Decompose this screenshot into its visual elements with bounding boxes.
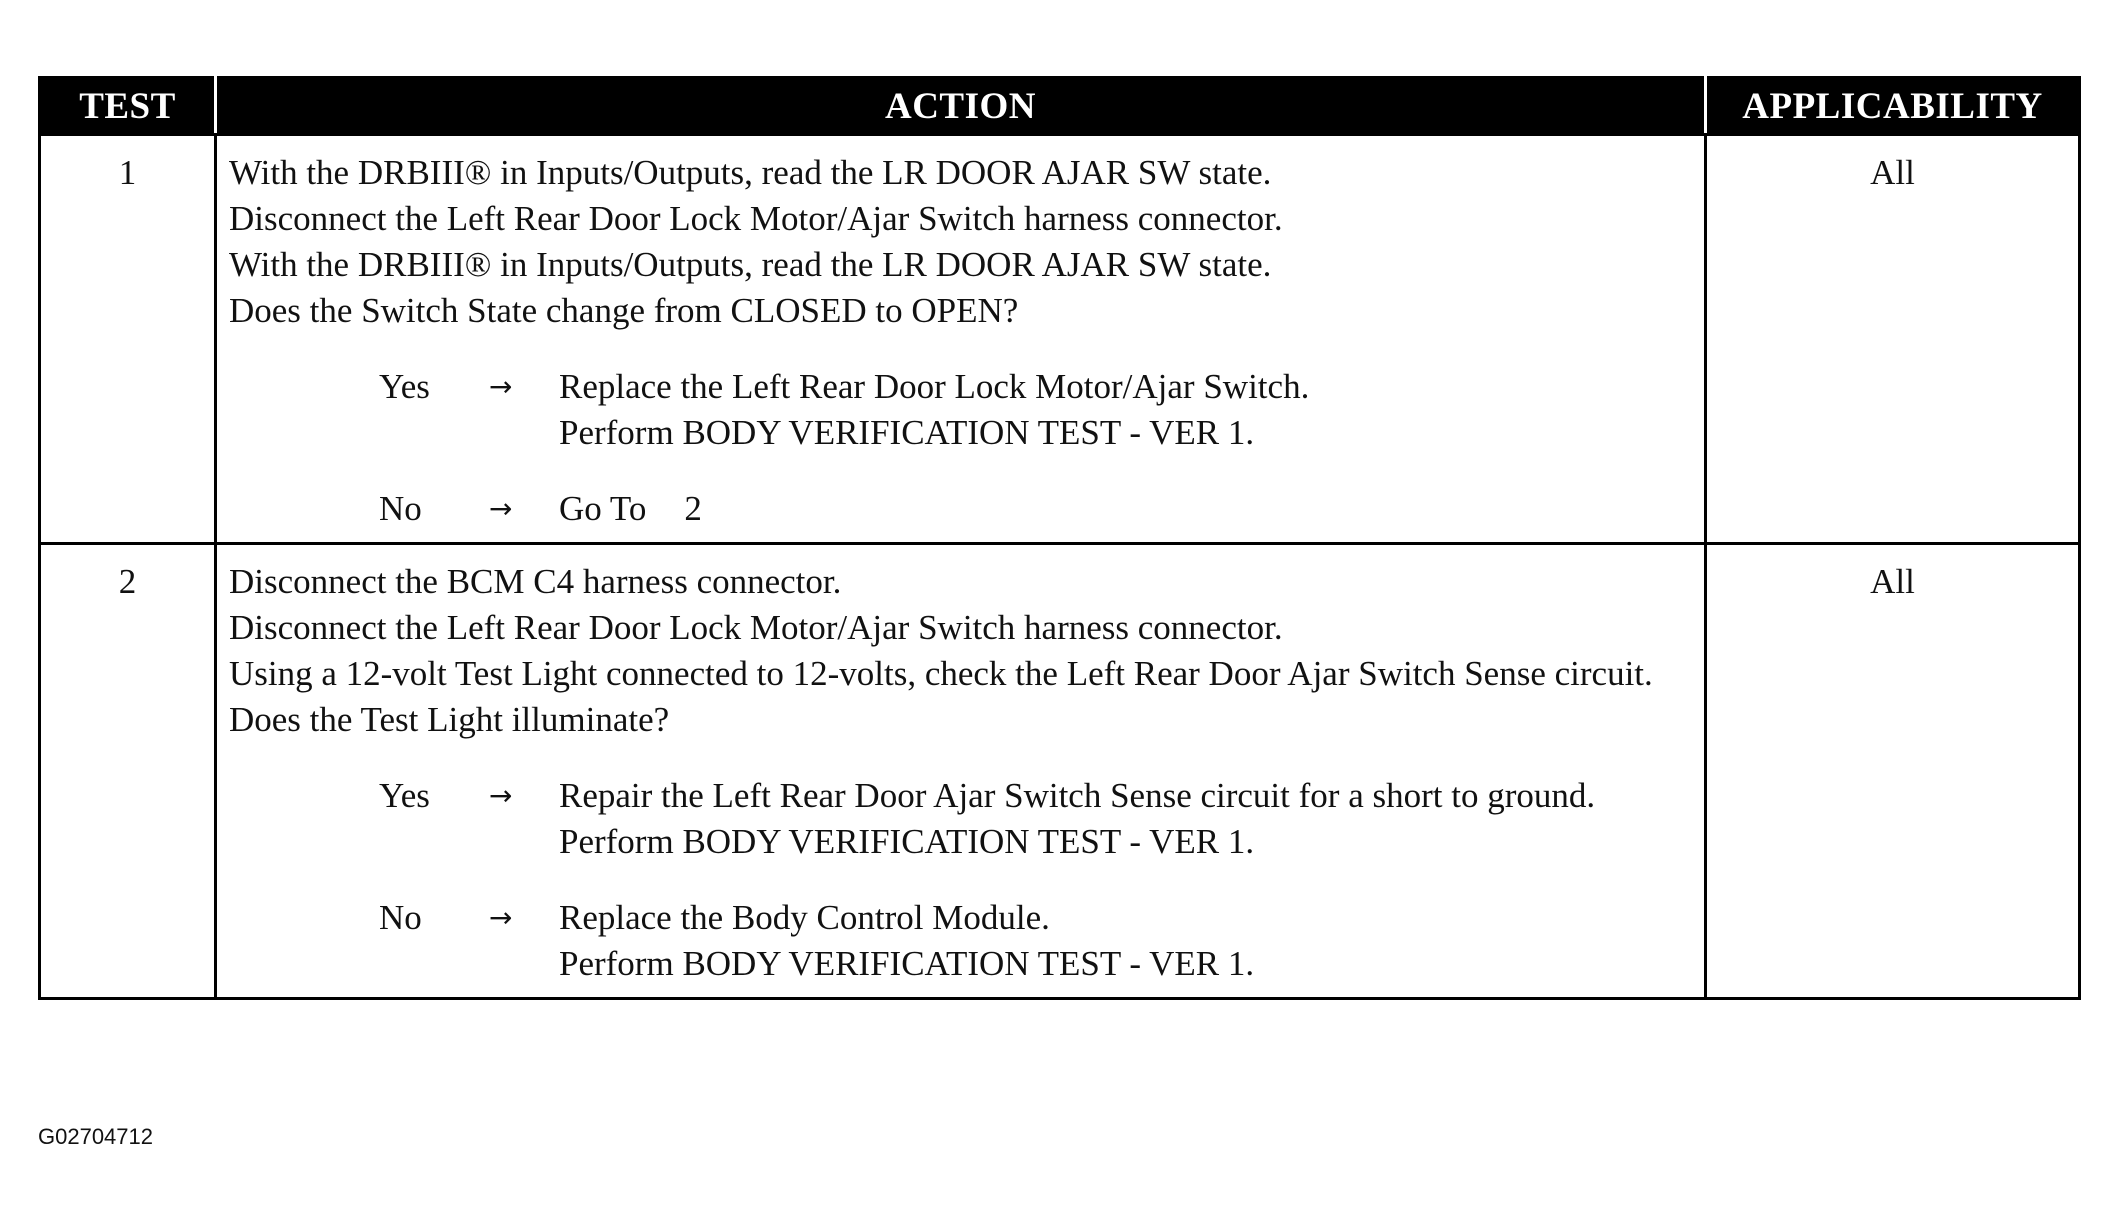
action-step: Using a 12-volt Test Light connected to 12-volts, check the Left Rear Door Ajar Switch Sense circuit. (229, 654, 1653, 693)
test-number-cell: 2 (40, 544, 216, 999)
outcome-no-text (559, 895, 1692, 987)
applicability-cell: All (1706, 135, 2080, 544)
diagnostic-test-table-wrapper (38, 76, 2078, 1000)
goto-text: Go To (559, 489, 647, 528)
action-step: With the DRBIII® in Inputs/Outputs, read the LR DOOR AJAR SW state. (229, 245, 1272, 284)
outcome-yes (229, 364, 1692, 456)
action-step: Disconnect the Left Rear Door Lock Motor/Ajar Switch harness connector. (229, 199, 1283, 238)
table-row-test-2 (40, 544, 2080, 999)
action-step: Does the Switch State change from CLOSED to OPEN? (229, 291, 1019, 330)
action-steps (229, 150, 1692, 334)
header-applicability: APPLICABILITY (1706, 78, 2080, 135)
test-number-cell: 1 (40, 135, 216, 544)
action-cell (216, 544, 1706, 999)
action-steps (229, 559, 1692, 743)
right-arrow-icon: → (489, 492, 513, 525)
outcome-line: Perform BODY VERIFICATION TEST - VER 1. (559, 822, 1255, 861)
outcome-line: Replace the Left Rear Door Lock Motor/Ajar Switch. (559, 367, 1310, 406)
goto-test-link[interactable]: 2 (684, 489, 702, 528)
outcome-line: Perform BODY VERIFICATION TEST - VER 1. (559, 944, 1255, 983)
header-action: ACTION (216, 78, 1706, 135)
outcome-no (229, 895, 1692, 987)
action-step: Disconnect the Left Rear Door Lock Motor/Ajar Switch harness connector. (229, 608, 1283, 647)
outcome-line: Repair the Left Rear Door Ajar Switch Sense circuit for a short to ground. (559, 776, 1596, 815)
right-arrow-icon: → (489, 901, 513, 934)
outcome-no-text (559, 486, 1692, 532)
table-row-test-1 (40, 135, 2080, 544)
header-test: TEST (40, 78, 216, 135)
outcome-line: Perform BODY VERIFICATION TEST - VER 1. (559, 413, 1255, 452)
outcome-yes-text (559, 773, 1692, 865)
outcome-yes-label: Yes (379, 776, 430, 815)
outcome-no-label: No (379, 898, 422, 937)
figure-id: G02704712 (38, 1124, 153, 1149)
right-arrow-icon: → (489, 779, 513, 812)
action-step: Does the Test Light illuminate? (229, 700, 670, 739)
outcome-yes-text (559, 364, 1692, 456)
action-step: Disconnect the BCM C4 harness connector. (229, 562, 842, 601)
outcome-yes-label: Yes (379, 367, 430, 406)
action-step: With the DRBIII® in Inputs/Outputs, read the LR DOOR AJAR SW state. (229, 153, 1272, 192)
outcome-no (229, 486, 1692, 532)
table-header-row (40, 78, 2080, 135)
action-cell (216, 135, 1706, 544)
outcome-no-label: No (379, 489, 422, 528)
right-arrow-icon: → (489, 370, 513, 403)
outcome-line: Replace the Body Control Module. (559, 898, 1050, 937)
applicability-cell: All (1706, 544, 2080, 999)
diagnostic-test-table (38, 76, 2081, 1000)
outcome-yes (229, 773, 1692, 865)
